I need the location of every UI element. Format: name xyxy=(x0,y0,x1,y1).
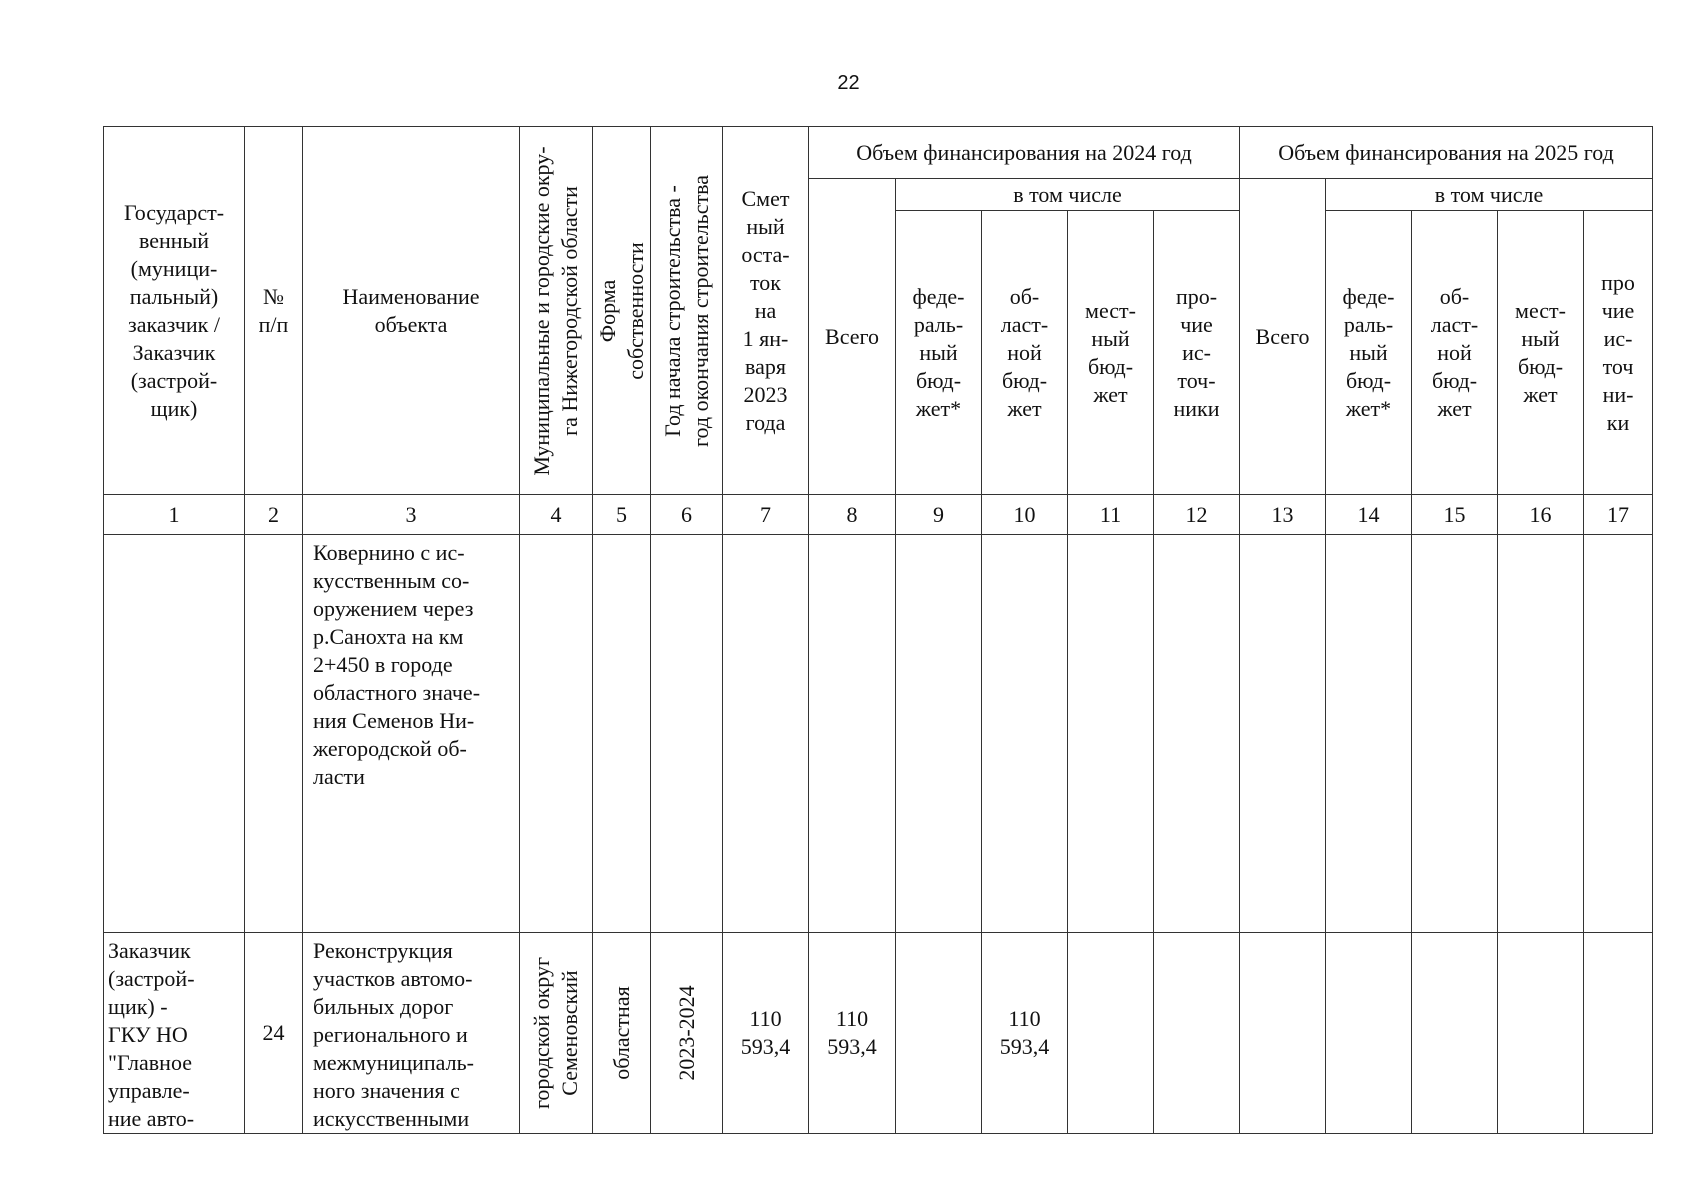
column-number: 16 xyxy=(1498,495,1584,535)
cell-local-2024 xyxy=(1068,933,1154,1134)
header-total-2024: Всего xyxy=(809,179,896,495)
column-number: 13 xyxy=(1240,495,1326,535)
cell-federal-2025 xyxy=(1326,933,1412,1134)
cell-object-name: Ковернино с ис- кусственным со- оружением через р.Санохта на км 2+450 в городе областного значе- ния Семенов Ни- жегородской об- ласти xyxy=(303,535,520,933)
cell-other-2024 xyxy=(1154,933,1240,1134)
cell-object-name: Реконструкция участков автомо- бильных дорог регионального и межмуниципаль- ного значения с искусственными xyxy=(303,933,520,1134)
cell-estimate: 110 593,4 xyxy=(723,933,809,1134)
cell-regional-2024 xyxy=(982,535,1068,933)
column-number-row xyxy=(104,495,1653,535)
financing-table xyxy=(103,126,1653,1134)
header-federal-2024: феде- раль- ный бюд- жет* xyxy=(896,211,982,495)
header-financing-2024: Объем финансирования на 2024 год xyxy=(809,127,1240,179)
cell-customer xyxy=(104,535,245,933)
cell-other-2025 xyxy=(1584,535,1653,933)
cell-ownership: областная xyxy=(593,933,651,1134)
cell-local-2024 xyxy=(1068,535,1154,933)
column-number: 17 xyxy=(1584,495,1653,535)
column-number: 12 xyxy=(1154,495,1240,535)
column-number: 7 xyxy=(723,495,809,535)
header-including-2024: в том числе xyxy=(896,179,1240,211)
header-estimate: Смет ный оста- ток на 1 ян- варя 2023 года xyxy=(723,127,809,495)
cell-years: 2023-2024 xyxy=(651,933,723,1134)
cell-total-2025 xyxy=(1240,933,1326,1134)
column-number: 8 xyxy=(809,495,896,535)
cell-federal-2024 xyxy=(896,933,982,1134)
cell-estimate xyxy=(723,535,809,933)
cell-other-2024 xyxy=(1154,535,1240,933)
header-municipality: Муниципальные и городские окру- га Нижегородской области xyxy=(520,127,593,495)
header-local-2025: мест- ный бюд- жет xyxy=(1498,211,1584,495)
header-federal-2025: феде- раль- ный бюд- жет* xyxy=(1326,211,1412,495)
header-customer: Государст- венный (муници- пальный) заказчик / Заказчик (застрой- щик) xyxy=(104,127,245,495)
column-number: 10 xyxy=(982,495,1068,535)
column-number: 14 xyxy=(1326,495,1412,535)
page-number: 22 xyxy=(837,72,860,94)
header-including-2025: в том числе xyxy=(1326,179,1653,211)
header-regional-2025: об- ласт- ной бюд- жет xyxy=(1412,211,1498,495)
cell-regional-2024: 110 593,4 xyxy=(982,933,1068,1134)
header-ownership: Форма собственности xyxy=(593,127,651,495)
header-financing-2025: Объем финансирования на 2025 год xyxy=(1240,127,1653,179)
header-years: Год начала строительства - год окончания строительства xyxy=(651,127,723,495)
column-number: 6 xyxy=(651,495,723,535)
header-other-2024: про- чие ис- точ- ники xyxy=(1154,211,1240,495)
column-number: 4 xyxy=(520,495,593,535)
cell-federal-2024 xyxy=(896,535,982,933)
cell-local-2025 xyxy=(1498,933,1584,1134)
header-object-name: Наименование объекта xyxy=(303,127,520,495)
cell-local-2025 xyxy=(1498,535,1584,933)
column-number: 15 xyxy=(1412,495,1498,535)
cell-total-2024: 110 593,4 xyxy=(809,933,896,1134)
cell-municipality: городской округ Семеновский xyxy=(520,933,593,1134)
cell-regional-2025 xyxy=(1412,933,1498,1134)
cell-regional-2025 xyxy=(1412,535,1498,933)
table-row xyxy=(104,933,1653,1134)
cell-other-2025 xyxy=(1584,933,1653,1134)
cell-total-2025 xyxy=(1240,535,1326,933)
header-local-2024: мест- ный бюд- жет xyxy=(1068,211,1154,495)
cell-customer: Заказчик (застрой- щик) - ГКУ НО "Главное управле- ние авто- xyxy=(104,933,245,1134)
table-row xyxy=(104,535,1653,933)
cell-years xyxy=(651,535,723,933)
header-total-2025: Всего xyxy=(1240,179,1326,495)
column-number: 5 xyxy=(593,495,651,535)
cell-municipality xyxy=(520,535,593,933)
cell-ownership xyxy=(593,535,651,933)
header-regional-2024: об- ласт- ной бюд- жет xyxy=(982,211,1068,495)
header-row xyxy=(104,127,1653,179)
cell-number: 24 xyxy=(245,933,303,1134)
column-number: 3 xyxy=(303,495,520,535)
header-other-2025: про чие ис- точ ни- ки xyxy=(1584,211,1653,495)
column-number: 2 xyxy=(245,495,303,535)
cell-total-2024 xyxy=(809,535,896,933)
column-number: 9 xyxy=(896,495,982,535)
cell-number xyxy=(245,535,303,933)
header-number: № п/п xyxy=(245,127,303,495)
cell-federal-2025 xyxy=(1326,535,1412,933)
column-number: 11 xyxy=(1068,495,1154,535)
column-number: 1 xyxy=(104,495,245,535)
